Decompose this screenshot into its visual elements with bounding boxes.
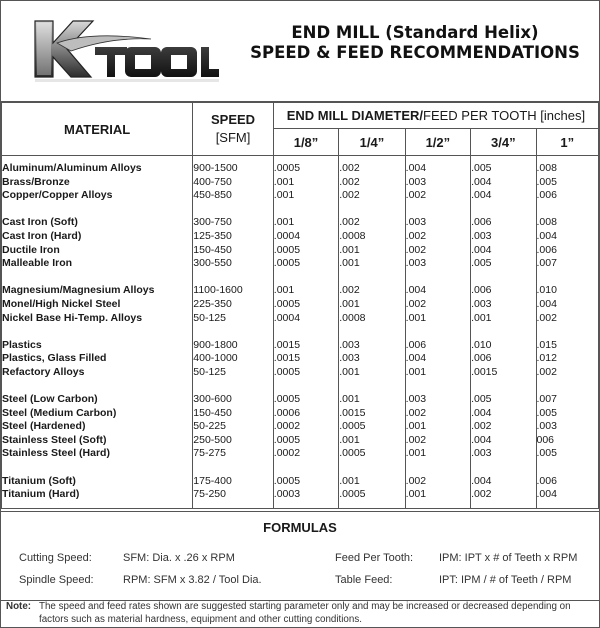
feed-cell: .008 [536,216,599,230]
feed-cell: .007 [536,257,599,271]
table-spacer-row [2,380,599,394]
material-cell: Ductile Iron [2,244,193,258]
feed-cell: .0005 [339,447,405,461]
feed-cell: .002 [536,366,599,380]
table-row [2,284,599,298]
feed-cell: .005 [471,162,536,176]
feed-cell: .001 [405,488,470,502]
diameter-header: 1/4” [339,129,405,156]
feed-cell: .005 [536,176,599,190]
speed-cell: 900-1500 [193,162,274,176]
speed-cell: 75-275 [193,447,274,461]
spacer-cell [339,461,405,475]
diameter-header: 1” [536,129,599,156]
spacer-cell [193,461,274,475]
feed-cell: .001 [273,176,338,190]
spacer-cell [405,203,470,217]
table-row [2,352,599,366]
feed-cell: .002 [536,312,599,326]
table-row [2,407,599,421]
document-title [231,23,599,63]
feed-cell: .004 [536,298,599,312]
feed-cell: .002 [405,298,470,312]
table-row [2,298,599,312]
diameter-group-header [273,103,598,129]
feed-cell: .003 [405,216,470,230]
ktool-logo-graphic [31,13,221,85]
table-spacer-row [2,271,599,285]
speed-cell: 150-450 [193,407,274,421]
table-row [2,216,599,230]
table-spacer-row [2,461,599,475]
spindle-speed-label: Spindle Speed: [19,574,94,586]
material-cell: Titanium (Soft) [2,475,193,489]
speed-cell: 300-550 [193,257,274,271]
spacer-cell [471,203,536,217]
speed-cell: 300-600 [193,393,274,407]
table-body [2,156,599,509]
table-row [2,189,599,203]
feed-cell: .005 [471,393,536,407]
spacer-cell [471,325,536,339]
table-row [2,244,599,258]
spacer-cell [193,203,274,217]
table-feed-label: Table Feed: [335,574,393,586]
title-line-1: END MILL (Standard Helix) [291,23,539,42]
material-cell: Copper/Copper Alloys [2,189,193,203]
diameter-header: 1/2” [405,129,470,156]
speed-cell: 50-125 [193,312,274,326]
feed-cell: .0005 [339,488,405,502]
ktool-logo [31,13,221,85]
feed-cell: .0005 [273,298,338,312]
table-row [2,393,599,407]
feed-cell: .002 [339,216,405,230]
spacer-cell [193,380,274,394]
speed-cell: 400-1000 [193,352,274,366]
feed-cell: .005 [536,407,599,421]
feed-cell: .001 [339,298,405,312]
material-cell: Steel (Low Carbon) [2,393,193,407]
note-text: The speed and feed rates shown are suggested starting parameter only and may be increased or decreased depending on factors such as material hardness, equipment and other cutting conditions. [39,601,571,625]
spacer-cell [536,271,599,285]
formulas-title: FORMULAS [263,520,337,535]
feed-cell: .0015 [273,352,338,366]
feed-cell: .006 [536,189,599,203]
material-cell: Malleable Iron [2,257,193,271]
material-cell: Stainless Steel (Soft) [2,434,193,448]
feed-cell: .006 [536,244,599,258]
speed-cell: 400-750 [193,176,274,190]
table-spacer-row [2,502,599,509]
material-cell: Aluminum/Aluminum Alloys [2,162,193,176]
feed-cell: .006 [471,284,536,298]
speed-header-label: SPEED [210,112,256,127]
feed-cell: .001 [339,366,405,380]
material-cell: Refactory Alloys [2,366,193,380]
feed-per-tooth-label: Feed Per Tooth: [335,552,414,564]
spacer-cell [471,502,536,509]
table-row [2,488,599,502]
feed-cell: .001 [405,420,470,434]
feed-cell: .001 [339,244,405,258]
feed-cell: .0002 [273,447,338,461]
feed-cell: .001 [339,257,405,271]
spacer-cell [2,271,193,285]
cutting-speed-value: SFM: Dia. x .26 x RPM [123,552,235,564]
feed-cell: .0005 [273,475,338,489]
material-column-header: MATERIAL [2,103,193,156]
spacer-cell [536,325,599,339]
diameter-group-header-regular: FEED PER TOOTH [inches] [423,108,586,123]
spacer-cell [471,461,536,475]
spacer-cell [193,502,274,509]
feed-cell: .006 [405,339,470,353]
feed-cell: .002 [339,162,405,176]
feed-cell: .002 [405,244,470,258]
spacer-cell [2,502,193,509]
feed-cell: .004 [536,230,599,244]
spacer-cell [405,461,470,475]
feed-cell: .003 [471,230,536,244]
feed-cell: .004 [471,189,536,203]
spacer-cell [339,271,405,285]
material-cell: Cast Iron (Soft) [2,216,193,230]
feed-cell: .002 [339,176,405,190]
feed-cell: .003 [471,447,536,461]
title-line-2: SPEED & FEED RECOMMENDATIONS [250,43,580,62]
feed-cell: .002 [339,284,405,298]
feed-cell: .001 [273,216,338,230]
feed-cell: .002 [471,420,536,434]
feed-cell: .001 [405,312,470,326]
feed-cell: .0008 [339,230,405,244]
feed-cell: .002 [471,488,536,502]
speed-cell: 900-1800 [193,339,274,353]
table-row [2,420,599,434]
note-section [1,600,599,627]
feed-cell: .0005 [273,366,338,380]
feed-cell: .004 [471,244,536,258]
feed-cell: .004 [536,488,599,502]
spacer-cell [339,380,405,394]
speed-cell: 450-850 [193,189,274,203]
feed-cell: .001 [273,189,338,203]
feed-cell: 006 [536,434,599,448]
material-cell: Plastics, Glass Filled [2,352,193,366]
material-cell: Plastics [2,339,193,353]
feed-cell: .0006 [273,407,338,421]
spacer-cell [405,271,470,285]
spacer-cell [193,325,274,339]
feed-cell: .003 [339,339,405,353]
speed-cell: 175-400 [193,475,274,489]
table-row [2,230,599,244]
table-spacer-row [2,325,599,339]
feed-cell: .002 [405,434,470,448]
spacer-cell [536,203,599,217]
feed-cell: .002 [339,189,405,203]
feed-cell: .012 [536,352,599,366]
feed-cell: .003 [471,298,536,312]
material-cell: Nickel Base Hi-Temp. Alloys [2,312,193,326]
feed-cell: .0005 [273,257,338,271]
header [1,1,599,102]
feed-cell: .0005 [339,420,405,434]
feed-cell: .004 [405,284,470,298]
feed-cell: .004 [471,434,536,448]
spindle-speed-value: RPM: SFM x 3.82 / Tool Dia. [123,574,262,586]
feed-cell: .0005 [273,162,338,176]
feed-cell: .001 [273,284,338,298]
material-cell: Magnesium/Magnesium Alloys [2,284,193,298]
feed-cell: .003 [405,257,470,271]
diameter-group-header-bold: END MILL DIAMETER/ [286,108,423,123]
feed-per-tooth-value: IPM: IPT x # of Teeth x RPM [439,552,578,564]
table-feed-value: IPT: IPM / # of Teeth / RPM [439,574,572,586]
feed-cell: .003 [536,420,599,434]
feed-cell: .005 [471,257,536,271]
speed-column-header [193,103,274,156]
spacer-cell [273,203,338,217]
speed-cell: 125-350 [193,230,274,244]
diameter-header: 1/8” [273,129,338,156]
feed-cell: .004 [471,176,536,190]
spacer-cell [339,325,405,339]
feed-cell: .003 [405,176,470,190]
note-label: Note: [6,601,32,612]
spacer-cell [2,203,193,217]
spacer-cell [273,271,338,285]
feed-cell: .015 [536,339,599,353]
speed-cell: 300-750 [193,216,274,230]
spacer-cell [339,203,405,217]
spacer-cell [2,461,193,475]
feed-cell: .0004 [273,230,338,244]
spacer-cell [193,271,274,285]
speed-cell: 150-450 [193,244,274,258]
spacer-cell [536,502,599,509]
table-row [2,434,599,448]
feed-cell: .006 [471,352,536,366]
spacer-cell [273,461,338,475]
spacer-cell [405,502,470,509]
feed-cell: .002 [405,407,470,421]
feed-cell: .003 [339,352,405,366]
spacer-cell [536,461,599,475]
spacer-cell [273,380,338,394]
spacer-cell [471,380,536,394]
table-row [2,257,599,271]
speed-cell: 50-225 [193,420,274,434]
feed-cell: .0015 [273,339,338,353]
feed-cell: .004 [405,352,470,366]
speed-feed-table [1,102,599,509]
spacer-cell [471,271,536,285]
material-cell: Steel (Medium Carbon) [2,407,193,421]
feed-cell: .010 [536,284,599,298]
table-row [2,162,599,176]
feed-cell: .001 [405,447,470,461]
feed-cell: .0015 [339,407,405,421]
feed-cell: .005 [536,447,599,461]
feed-cell: .0015 [471,366,536,380]
material-cell: Titanium (Hard) [2,488,193,502]
table-row [2,366,599,380]
feed-cell: .002 [405,189,470,203]
table-row [2,312,599,326]
spacer-cell [405,325,470,339]
table-spacer-row [2,203,599,217]
feed-cell: .004 [471,475,536,489]
feed-cell: .0005 [273,434,338,448]
formulas-section [1,511,599,601]
feed-cell: .0004 [273,312,338,326]
cutting-speed-label: Cutting Speed: [19,552,92,564]
speed-cell: 50-125 [193,366,274,380]
feed-cell: .002 [405,475,470,489]
material-cell: Monel/High Nickel Steel [2,298,193,312]
spacer-cell [273,325,338,339]
feed-cell: .001 [339,434,405,448]
spacer-cell [536,380,599,394]
material-cell: Steel (Hardened) [2,420,193,434]
feed-cell: .003 [405,393,470,407]
feed-cell: .004 [405,162,470,176]
feed-cell: .006 [471,216,536,230]
feed-cell: .007 [536,393,599,407]
table-row [2,176,599,190]
speed-cell: 225-350 [193,298,274,312]
feed-cell: .0008 [339,312,405,326]
table-row [2,475,599,489]
feed-cell: .001 [339,475,405,489]
material-cell: Brass/Bronze [2,176,193,190]
feed-cell: .0005 [273,393,338,407]
feed-cell: .008 [536,162,599,176]
speed-cell: 1100-1600 [193,284,274,298]
feed-cell: .002 [405,230,470,244]
feed-cell: .001 [471,312,536,326]
spacer-cell [273,502,338,509]
diameter-header: 3/4” [471,129,536,156]
feed-cell: .0003 [273,488,338,502]
spacer-cell [2,380,193,394]
material-cell: Stainless Steel (Hard) [2,447,193,461]
material-cell: Cast Iron (Hard) [2,230,193,244]
feed-cell: .006 [536,475,599,489]
feed-cell: .001 [405,366,470,380]
speed-header-unit: [SFM] [215,130,251,145]
feed-cell: .0005 [273,244,338,258]
spacer-cell [2,325,193,339]
spacer-cell [339,502,405,509]
feed-cell: .001 [339,393,405,407]
feed-cell: .004 [471,407,536,421]
feed-cell: .0002 [273,420,338,434]
table-row [2,447,599,461]
table-row [2,339,599,353]
speed-cell: 250-500 [193,434,274,448]
spacer-cell [405,380,470,394]
feed-cell: .010 [471,339,536,353]
speed-cell: 75-250 [193,488,274,502]
